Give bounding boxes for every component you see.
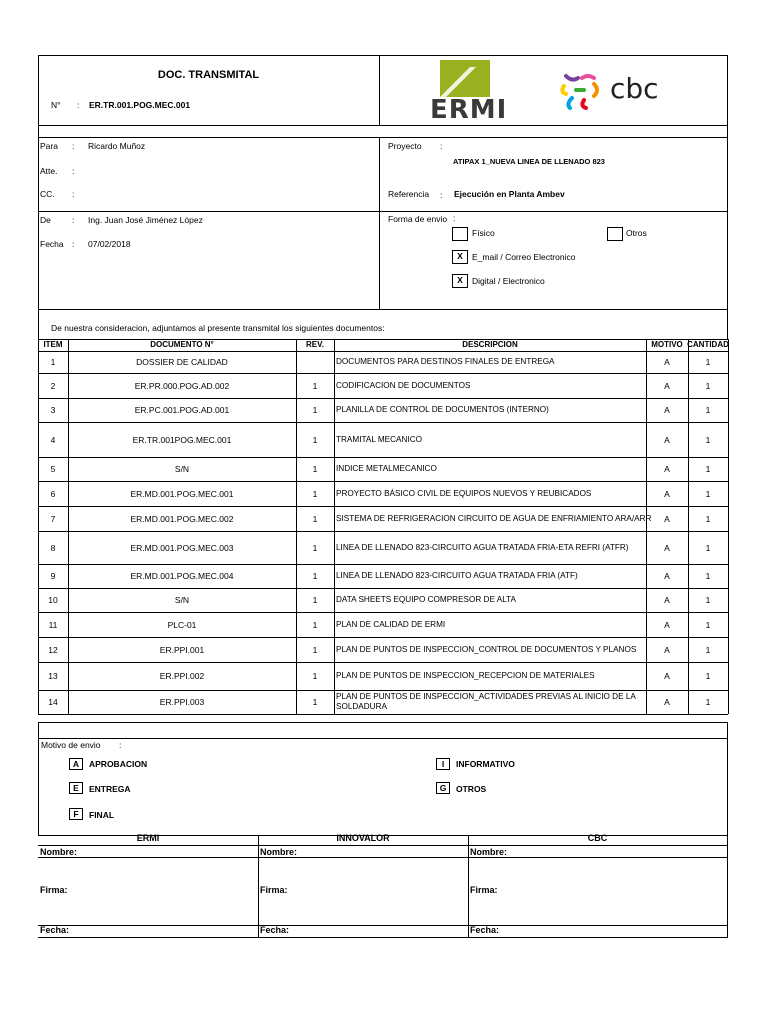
table-cell-item: 11 [48,619,58,630]
info-mid-line [38,211,728,212]
table-vline [334,339,335,714]
table-cell-descripcion: PLAN DE PUNTOS DE INSPECCION_CONTROL DE DOCUMENTOS Y PLANOS [336,644,637,654]
forma-envio-label: Forma de envio [388,214,448,224]
table-cell-descripcion: PLAN DE CALIDAD DE ERMI [336,619,446,629]
cbc-nombre-field[interactable]: Nombre: [470,847,508,857]
table-cell-motivo: A [664,513,670,524]
table-cell-item: 3 [50,405,56,415]
intro-text: De nuestra consideracion, adjuntamos al presente transmital los siguientes documentos: [51,323,385,333]
table-cell-descripcion: PLANILLA DE CONTROL DE DOCUMENTOS (INTERNO) [336,405,549,414]
table-cell-motivo: A [664,697,670,707]
table-cell-item: 14 [48,697,58,707]
code-a-box: A [69,758,83,770]
table-cell-documento: ER.PPI.003 [159,697,205,707]
table-cell-motivo: A [664,357,670,367]
table-cell-rev: 1 [312,464,318,474]
checkbox-fisico[interactable] [452,227,468,241]
proyecto-label: Proyecto [388,141,422,151]
band-line [38,137,728,138]
table-cell-cantidad: 1 [705,380,711,391]
de-value: Ing. Juan José Jiménez López [88,215,203,225]
table-cell-descripcion: DATA SHEETS EQUIPO COMPRESOR DE ALTA [336,595,517,604]
sig-col-cbc: CBC [587,833,608,843]
code-i-label: INFORMATIVO [456,759,515,769]
cbc-fecha-field[interactable]: Fecha: [470,925,500,935]
table-cell-cantidad: 1 [705,513,711,524]
referencia-sep: : [440,190,443,200]
sig-header-line [38,845,728,846]
table-cell-cantidad: 1 [705,595,711,605]
table-cell-descripcion: PROYECTO BÁSICO CIVIL DE EQUIPOS NUEVOS Y REUBICADOS [336,488,592,498]
table-cell-rev: 1 [312,697,318,707]
ermi-fecha-field[interactable]: Fecha: [40,925,70,935]
table-vline [38,339,39,714]
fecha-value: 07/02/2018 [88,239,131,249]
table-cell-descripcion: CODIFICACION DE DOCUMENTOS [336,380,471,390]
checkbox-digital-label: Digital / Electronico [472,276,545,286]
ermi-logo-text: ERMI [430,95,508,125]
para-sep: : [72,141,75,151]
table-cell-cantidad: 1 [705,357,711,367]
table-header-item: ITEM [43,340,63,349]
table-cell-item: 6 [50,488,56,499]
table-cell-descripcion: DOCUMENTOS PARA DESTINOS FINALES DE ENTREGA [336,357,555,366]
table-cell-item: 2 [50,380,56,391]
checkbox-email[interactable]: X [452,250,468,264]
table-header-cantidad: CANTIDAD [687,340,729,349]
referencia-label: Referencia [388,189,430,199]
table-cell-documento: DOSSIER DE CALIDAD [136,357,228,367]
table-cell-cantidad: 1 [705,571,711,581]
motivo-sep: : [119,740,122,750]
table-cell-descripcion: TRAMITAL MECANICO [336,434,422,444]
right-border [727,126,728,310]
table-cell-cantidad: 1 [705,434,711,445]
left-border-2 [38,309,39,339]
ermi-firma-field[interactable]: Firma: [40,885,68,895]
table-cell-documento: ER.MD.001.POG.MEC.001 [130,488,234,499]
doc-number-sep: : [77,100,80,110]
sig-col-ermi: ERMI [136,833,160,843]
code-i-box: I [436,758,450,770]
forma-envio-sep: : [453,213,456,223]
table-cell-rev: 1 [312,405,318,415]
table-cell-rev: 1 [312,513,318,524]
table-cell-rev [298,351,332,373]
table-vline [728,339,729,714]
table-cell-item: 12 [48,644,58,655]
table-cell-item: 9 [50,571,56,581]
table-cell-documento: ER.PPI.002 [159,671,205,681]
table-row-line [38,714,728,715]
table-cell-motivo: A [664,671,670,681]
table-cell-item: 5 [50,464,56,474]
table-cell-item: 7 [50,513,56,524]
code-f-box: F [69,808,83,820]
table-cell-cantidad: 1 [705,619,711,630]
table-cell-motivo: A [664,488,670,499]
table-cell-cantidad: 1 [705,644,711,655]
table-cell-documento: ER.PPI.001 [159,644,205,655]
de-label: De [40,215,51,225]
table-cell-descripcion: PLAN DE PUNTOS DE INSPECCION_RECEPCION DE MATERIALES [336,671,595,680]
table-cell-rev: 1 [312,644,318,655]
code-f-label: FINAL [89,810,115,820]
table-cell-motivo: A [664,380,670,391]
table-cell-cantidad: 1 [705,671,711,681]
table-cell-item: 13 [48,671,58,681]
checkbox-digital[interactable]: X [452,274,468,288]
table-cell-documento: ER.TR.001POG.MEC.001 [132,434,232,445]
table-vline [68,339,69,714]
ermi-logo [428,57,508,125]
de-sep: : [72,215,75,225]
table-cell-rev: 1 [312,542,318,553]
checkbox-fisico-label: Físico [472,228,495,238]
sig-firma-line [38,925,728,926]
motivo-label: Motivo de envio [41,740,101,750]
sig-bottom-line [38,937,728,938]
table-cell-item: 10 [48,595,58,605]
table-cell-documento: S/N [174,464,190,474]
referencia-value: Ejecución en Planta Ambev [454,189,565,199]
fecha-label: Fecha [40,239,64,249]
innovalor-nombre-field[interactable]: Nombre: [260,847,298,857]
proyecto-value: ATIPAX 1_NUEVA LINEA DE LLENADO 823 [453,157,605,166]
cc-sep: : [72,189,75,199]
table-cell-rev: 1 [312,671,318,681]
table-cell-documento: ER.MD.001.POG.MEC.004 [130,571,234,581]
table-header-documento: DOCUMENTO N° [150,340,214,349]
cbc-logo-mark [558,70,604,110]
table-cell-cantidad: 1 [705,542,711,553]
table-header-descripcion: DESCRIPCION [462,340,518,349]
header-divider [379,55,380,126]
table-cell-item: 8 [50,542,56,553]
table-vline [296,339,297,714]
code-e-box: E [69,782,83,794]
table-vline [646,339,647,714]
doc-number-label: N° [51,100,61,110]
table-header-rev: REV. [306,340,324,349]
document-title: DOC. TRANSMITAL [157,69,260,81]
ermi-nombre-field[interactable]: Nombre: [40,847,78,857]
documents-table [38,339,728,714]
doc-number-value: ER.TR.001.POG.MEC.001 [89,100,191,110]
table-cell-motivo: A [664,434,670,445]
table-cell-motivo: A [664,542,670,553]
table-cell-cantidad: 1 [705,405,711,415]
table-cell-motivo: A [664,644,670,655]
cbc-logo [558,70,668,110]
cbc-firma-field[interactable]: Firma: [470,885,498,895]
atte-sep: : [72,166,75,176]
table-cell-descripcion: LINEA DE LLENADO 823-CIRCUITO AGUA TRATADA FRIA (ATF) [336,571,578,580]
table-cell-motivo: A [664,405,670,415]
table-cell-documento: ER.MD.001.POG.MEC.003 [130,542,234,553]
table-cell-documento: ER.PR.000.POG.AD.002 [134,380,230,391]
right-border-2 [727,309,728,339]
table-cell-documento: ER.PC.001.POG.AD.001 [134,405,230,415]
sig-col-1 [258,836,259,937]
checkbox-email-label: E_mail / Correo Electronico [472,252,576,262]
code-a-label: APROBACION [89,759,148,769]
table-cell-cantidad: 1 [705,464,711,474]
code-g-box: G [436,782,450,794]
table-cell-item: 4 [50,434,56,445]
para-value: Ricardo Muñoz [88,141,146,151]
table-cell-cantidad: 1 [705,488,711,499]
table-cell-motivo: A [664,619,670,630]
info-divider [379,137,380,310]
sig-nombre-line [38,857,728,858]
checkbox-otros-label: Otros [626,228,647,238]
code-g-label: OTROS [456,784,487,794]
table-cell-descripcion: SISTEMA DE REFRIGERACION CIRCUITO DE AGUA DE ENFRIAMIENTO ARA/ARR [336,513,652,523]
left-border [38,126,39,310]
table-cell-documento: S/N [174,595,190,605]
fecha-sep: : [72,239,75,249]
cc-label: CC. [40,189,55,199]
innovalor-firma-field[interactable]: Firma: [260,885,288,895]
innovalor-fecha-field[interactable]: Fecha: [260,925,290,935]
table-cell-descripcion: PLAN DE PUNTOS DE INSPECCION_ACTIVIDADES PREVIAS AL INICIO DE LA SOLDADURA [336,692,636,711]
proyecto-sep: : [440,141,443,151]
table-cell-cantidad: 1 [705,697,711,707]
table-cell-documento: ER.MD.001.POG.MEC.002 [130,513,234,524]
sig-col-innovalor: INNOVALOR [336,833,390,843]
table-header-motivo: MOTIVO [651,340,683,349]
motivo-top-line [38,738,728,739]
table-cell-documento: PLC-01 [167,619,197,630]
para-label: Para [40,141,58,151]
code-e-label: ENTREGA [89,784,131,794]
sig-right [727,836,728,937]
table-cell-rev: 1 [312,434,318,445]
cbc-logo-text: cbc [610,72,659,105]
table-cell-rev: 1 [312,619,318,630]
table-cell-motivo: A [664,571,670,581]
table-cell-motivo: A [664,464,670,474]
table-cell-item: 1 [50,357,56,367]
table-cell-motivo: A [664,595,670,605]
checkbox-otros[interactable] [607,227,623,241]
table-cell-rev: 1 [312,488,318,499]
atte-label: Atte. [40,166,58,176]
table-cell-descripcion: LINEA DE LLENADO 823-CIRCUITO AGUA TRATADA FRIA-ETA REFRI (ATFR) [336,542,629,552]
table-cell-rev: 1 [312,571,318,581]
motivo-block [38,722,728,836]
info-bottom-line [38,309,728,310]
sig-col-2 [468,836,469,937]
table-cell-descripcion: INDICE METALMECANICO [336,464,437,473]
table-cell-rev: 1 [312,595,318,605]
table-vline [688,339,689,714]
table-cell-rev: 1 [312,380,318,391]
